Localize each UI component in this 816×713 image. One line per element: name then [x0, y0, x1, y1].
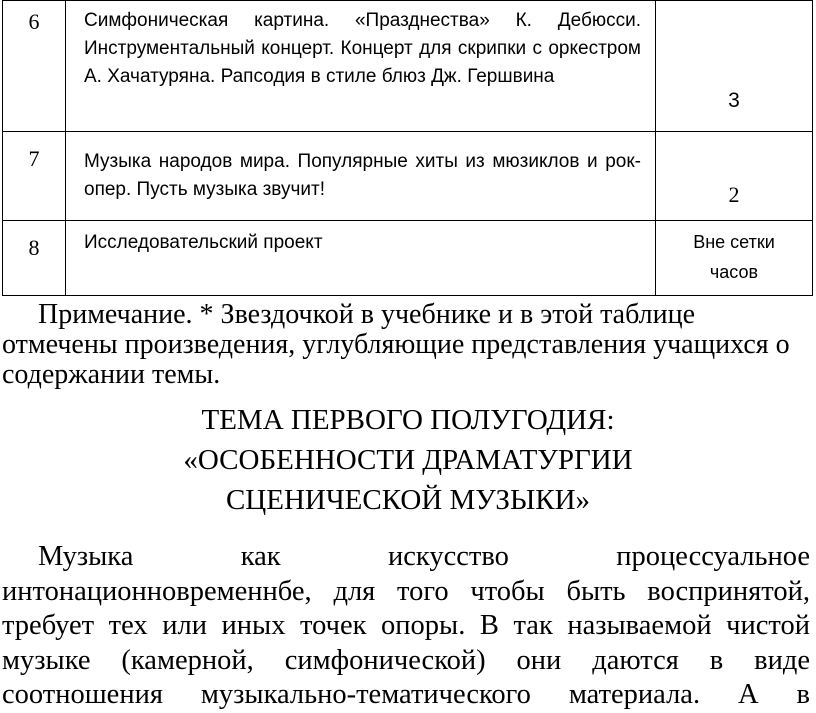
lesson-hours: 2: [728, 182, 740, 207]
table-row: [3, 221, 813, 296]
lesson-hours-cell: [656, 1, 813, 132]
lesson-hours-line: Вне сетки: [693, 232, 775, 252]
body-paragraph: [2, 540, 810, 713]
lesson-hours-cell: [656, 132, 813, 221]
lesson-number: 6: [28, 9, 40, 34]
heading-line: «ОСОБЕННОСТИ ДРАМАТУРГИИ: [183, 444, 633, 476]
lesson-topic: Музыка народов мира. Популярные хиты из мюзиклов и рок-опер. Пусть музыка звучит!: [84, 151, 641, 200]
curriculum-table: [2, 0, 813, 296]
lesson-hours: [656, 227, 812, 287]
note-text: Примечание. * Звездочкой в учебнике и в этой таблице отмечены произведения, углубляющие представления учащихся о содержании темы.: [2, 299, 790, 390]
section-heading: [0, 400, 816, 520]
lesson-topic-cell: [66, 1, 656, 132]
lesson-hours-cell: [656, 221, 813, 296]
lesson-number-cell: [3, 1, 66, 132]
lesson-hours: 3: [728, 89, 740, 112]
table-row: [3, 1, 813, 132]
paragraph-text: Музыка как искусство процессуальное интонационновременнбе, для того чтобы быть воспринятой, требует тех или иных точек опоры. В так называемой чистой музыке (камерной, симфонической) они даются в виде соотношения музыкально-тематического материала. А в: [2, 541, 810, 710]
lesson-number-cell: [3, 221, 66, 296]
lesson-topic-cell: [66, 221, 656, 296]
lesson-topic: Симфоническая картина. «Празднества» К. Дебюсси. Инструментальный концерт. Концерт для скрипки с оркестром А. Хачатуряна. Рапсодия в стиле блюз Дж. Гершвина: [84, 10, 641, 87]
lesson-number: 8: [28, 235, 40, 260]
heading-line: ТЕМА ПЕРВОГО ПОЛУГОДИЯ:: [201, 404, 615, 436]
lesson-number: 7: [28, 146, 40, 171]
lesson-topic-cell: [66, 132, 656, 221]
lesson-hours-line: часов: [709, 262, 759, 282]
table-row: [3, 132, 813, 221]
lesson-topic: Исследовательский проект: [84, 232, 323, 253]
heading-line: СЦЕНИЧЕСКОЙ МУЗЫКИ»: [225, 484, 591, 516]
lesson-number-cell: [3, 132, 66, 221]
table-note: [2, 300, 812, 390]
